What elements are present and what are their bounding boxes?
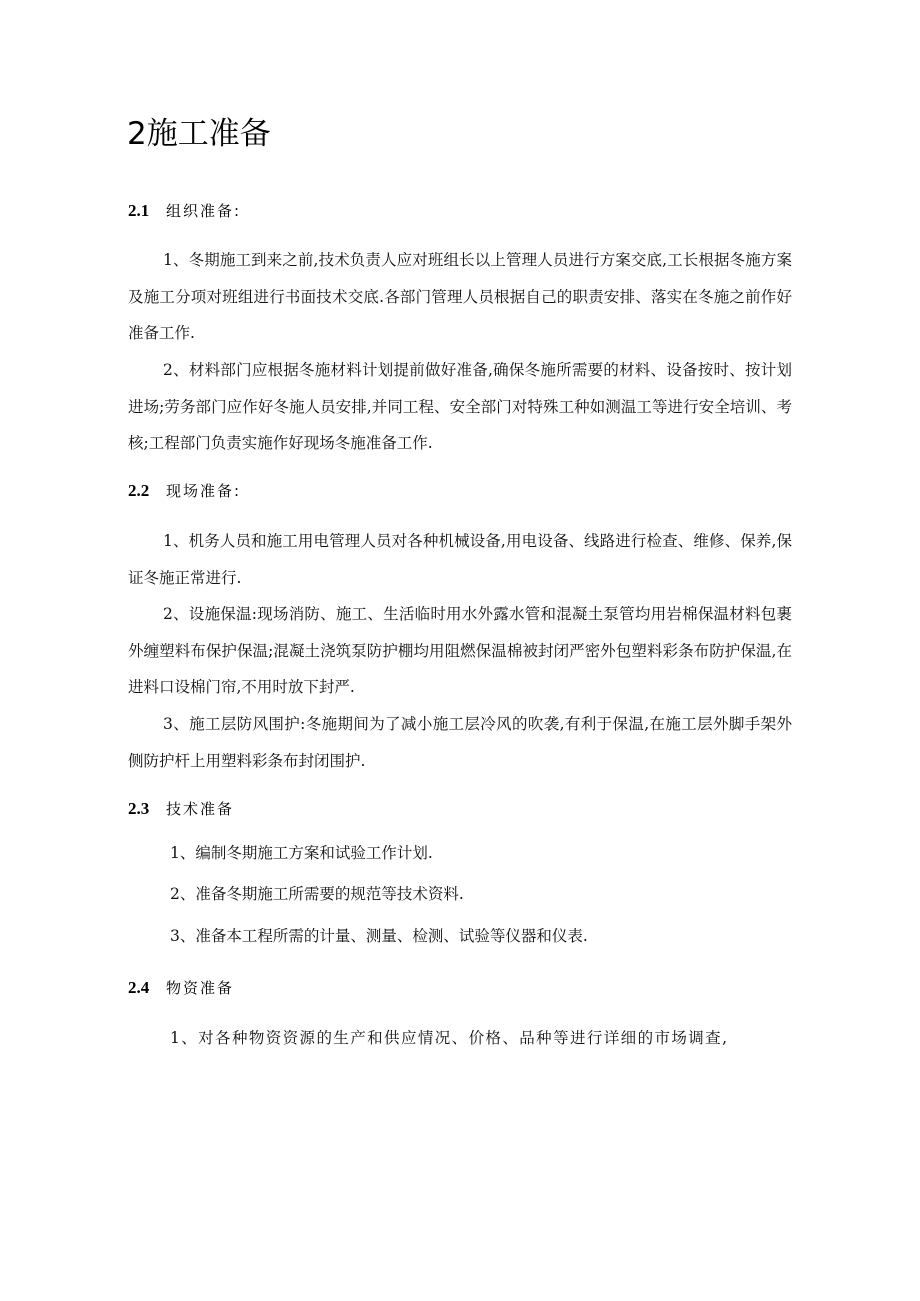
section-heading-2-1	[128, 199, 241, 223]
section-number: 2.2	[128, 481, 150, 500]
section-label: 现场准备:	[166, 482, 242, 500]
section-label: 技术准备	[166, 800, 235, 818]
paragraph: 2、材料部门应根据冬施材料计划提前做好准备,确保冬施所需要的材料、设备按时、按计划进场;劳务部门应作好冬施人员安排,并同工程、安全部门对特殊工种如测温工等进行安全培训、考核;工程部门负责实施作好现场冬施准备工作.	[128, 361, 792, 452]
list-item: 2、准备冬期施工所需要的规范等技术资料.	[170, 885, 464, 903]
section-label: 物资准备	[166, 979, 235, 997]
chapter-title: 2施工准备	[127, 116, 271, 152]
section-label: 组织准备:	[166, 202, 242, 220]
paragraph: 1、冬期施工到来之前,技术负责人应对班组长以上管理人员进行方案交底,工长根据冬施方案及施工分项对班组进行书面技术交底.各部门管理人员根据自己的职责安排、落实在冬施之前作好准备工作.	[128, 251, 792, 342]
section-number: 2.1	[128, 201, 150, 220]
paragraph: 1、机务人员和施工用电管理人员对各种机械设备,用电设备、线路进行检查、维修、保养,保证冬施正常进行.	[128, 532, 792, 587]
paragraph: 2、设施保温:现场消防、施工、生活临时用水外露水管和混凝土泵管均用岩棉保温材料包裹外缠塑料布保护保温;混凝土浇筑泵防护棚均用阻燃保温棉被封闭严密外包塑料彩条布防护保温,在进料口设棉门帘,不用时放下封严.	[128, 605, 792, 696]
section-heading-2-2	[128, 479, 241, 503]
list-item: 3、准备本工程所需的计量、测量、检测、试验等仪器和仪表.	[170, 927, 588, 945]
section-heading-2-4	[128, 976, 234, 1000]
section-heading-2-3	[128, 797, 234, 821]
section-number: 2.3	[128, 799, 150, 818]
section-number: 2.4	[128, 978, 150, 997]
paragraph: 3、施工层防风围护:冬施期间为了减小施工层冷风的吹袭,有利于保温,在施工层外脚手架外侧防护杆上用塑料彩条布封闭围护.	[128, 715, 792, 770]
list-item: 1、编制冬期施工方案和试验工作计划.	[170, 844, 433, 862]
paragraph: 1、对各种物资资源的生产和供应情况、价格、品种等进行详细的市场调查,	[170, 1029, 729, 1047]
